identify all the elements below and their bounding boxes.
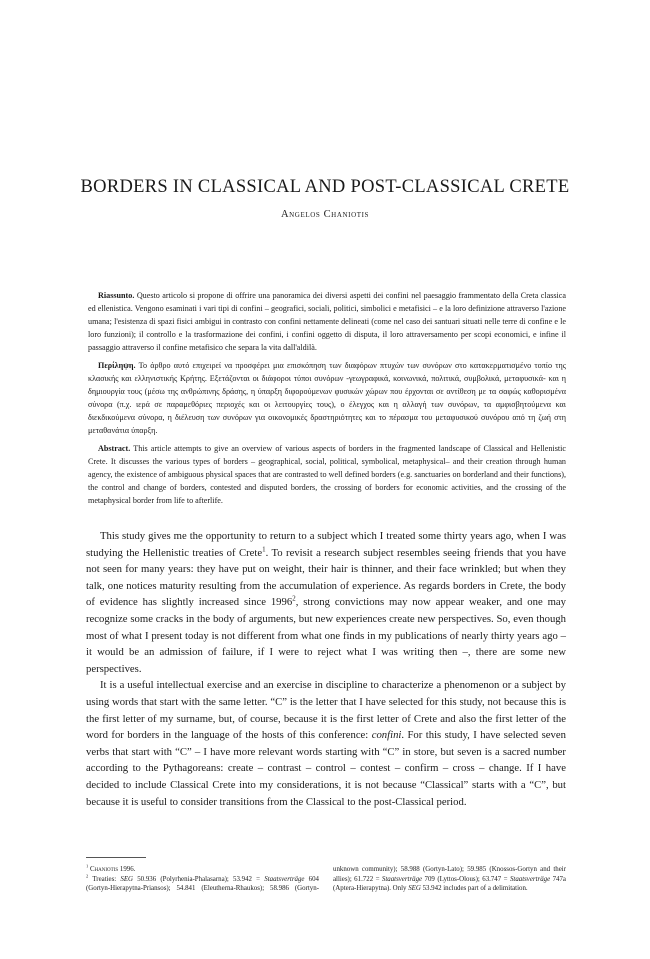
text-run: 1996. [118,866,136,873]
footnote-number: 2 [86,873,89,879]
footnote-number: 1 [86,863,89,869]
text-run: It is a useful intellectual exercise and an exercise in discipline to characterize a phenomenon or a subject by using words that start with the same letter. “C” is the letter that I have selected for this study, not because this is the first letter of my surname, but, of course, because it is the first letter of Crete and also the first letter of the word for borders in the language of the hosts of this conference: [86,679,566,742]
text-run: Treaties: [92,875,121,883]
text-run: This study gives me the opportunity to return to a subject which I treated some thirty years ago, when I was studying the Hellenistic treaties of Crete [86,530,566,559]
abstract-label: Riassunto. [98,291,135,300]
article-title: BORDERS IN CLASSICAL AND POST-CLASSICAL CRETE [80,177,570,197]
text-run: . To revisit a research subject resembles seeing friends that you have not seen for many years: they have put on weight, their hair is thinner, and their face wrinkled; but when they talk, one notices maturity resulting from the accumulation of experience. As regards borders in Crete, the body of evidence has slightly increased since 1996 [86,546,566,609]
text-run: 50.936 (Polyrhenia-Phalasarna); 53.942 = [133,875,265,883]
abstract-text: Questo articolo si propone di offrire una panoramica dei diversi aspetti dei confini nel paesaggio frammentato della Creta classica ed ellenistica. Vengono esaminati i vari tipi di confini – geografici, sociali, politici, simbolici e metafisici – e la loro definizione attraverso l'azione umana; l'esistenza di spazi fisici ambigui in contrasto con confini nettamente delineati (come nel caso dei santuari situati nelle terre di confine e le loro funzioni); il controllo e la trasformazione dei confini, i confini oggetto di disputa, il loro attraversamento per scopi economici, e infine il passaggio attraverso il confine metafisico che separa la vita dall'aldilà. [88,291,567,352]
footnote-ref[interactable]: 2 [292,594,296,603]
abstract-italian [88,289,566,354]
italic-term: Staatsverträge [509,875,551,883]
italic-term: Staatsverträge [381,875,423,883]
cited-author: Chaniotis [89,866,119,873]
body-paragraph [86,677,566,810]
text-run: 709 (Lyttos-Olous); 63.747 = [422,875,510,883]
abstract-text: This article attempts to give an overview of various aspects of borders in the fragmented landscape of Classical and Hellenistic Crete. It discusses the various types of borders – geographical, social, political, symbolical, metaphysical– and their creation through human agency, the existence of ambiguous physical spaces that are contrasted to well defined borders (e.g. sanctuaries on borderland and their functions), the control and change of borders, contested and disputed borders, the crossing of borders for economic activities, and the crossing of the metaphysical border from life to afterlife. [88,444,566,505]
body-paragraph [86,528,566,677]
footnotes [86,865,566,894]
text-run: , strong convictions may now appear weaker, and one may recognize some cracks in the body of arguments, but new experiences create new perspectives. So, even though most of what I present today is not different from what one finds in my publications of nearly thirty years ago – it would be an admission of failure, if I were to reject what I was writing then –, there are some new perspectives. [86,596,566,675]
italic-term: Staatsverträge [264,875,305,883]
text-run: . For this study, I have selected seven verbs that start with “C” – I have more relevant words starting with “C” in store, but seven is a sacred number according to the Pythagoreans: create – contrast – control – contest – confirm – cross – change. If I have decided to include Classical Crete into my considerations, it is not because “Classical” starts with a “C”, but because it is useful to consider transitions from the Classical to the post-Classical period. [86,729,566,808]
abstract-greek [88,359,566,437]
text-run: 747a (Aptera-Hierapytna). Only [333,875,566,893]
author-name: Angelos Chaniotis [280,209,370,220]
italic-term: confini [371,729,402,742]
abstract-text: Το άρθρο αυτό επιχειρεί να προσφέρει μια επισκόπηση των διαφόρων πτυχών των συνόρων στο κατακερματισμένο τοπίο της κλασικής και ελληνιστικής Κρήτης. Εξετάζονται οι διάφοροι τύποι συνόρων -γεωγραφικά, κοινωνικά, πολιτικά, συμβολικά, μεταφυσικά- και η δημιουργία τους (μέσω της ανθρώπινης δράσης, η ύπαρξη διφορούμενων φυσικών χώρων που έρχονται σε αντίθεση με τα σαφώς καθορισμένα σύνορα (π.χ. ιερά σε παραμεθόριες περιοχές και οι λειτουργίες τους), ο έλεγχος και η αλλαγή των συνόρων, τα αμφισβητούμενα και διεκδικούμενα σύνορα, η διέλευση των συνόρων για οικονομικές δραστηριότητες και το πέρασμα του μεταφυσικού συνόρου από τη ζωή στη μεταθανάτια ύπαρξη. [88,361,566,435]
abstracts-block [88,289,566,512]
text-run: 604 (Gortyn-Hierapytna-Priansos); 54.841 (Eleutherna-Rhaukos); 58.986 (Gortyn-unknown community); 58.988 (Gortyn-Lato); 59.985 (Knossos-Gortyn and their allies); 61.722 = [86,866,566,893]
italic-term: SEG [408,885,421,893]
abstract-label: Abstract. [98,444,131,453]
abstract-label: Περίληψη. [98,361,136,370]
abstract-english [88,442,566,507]
footnote-divider [86,857,146,858]
text-run: 53.942 includes part of a delimitation. [420,885,528,893]
italic-term: SEG [120,875,134,883]
footnote-1 [86,865,319,875]
footnote-ref[interactable]: 1 [262,545,266,554]
body-text [86,528,566,810]
